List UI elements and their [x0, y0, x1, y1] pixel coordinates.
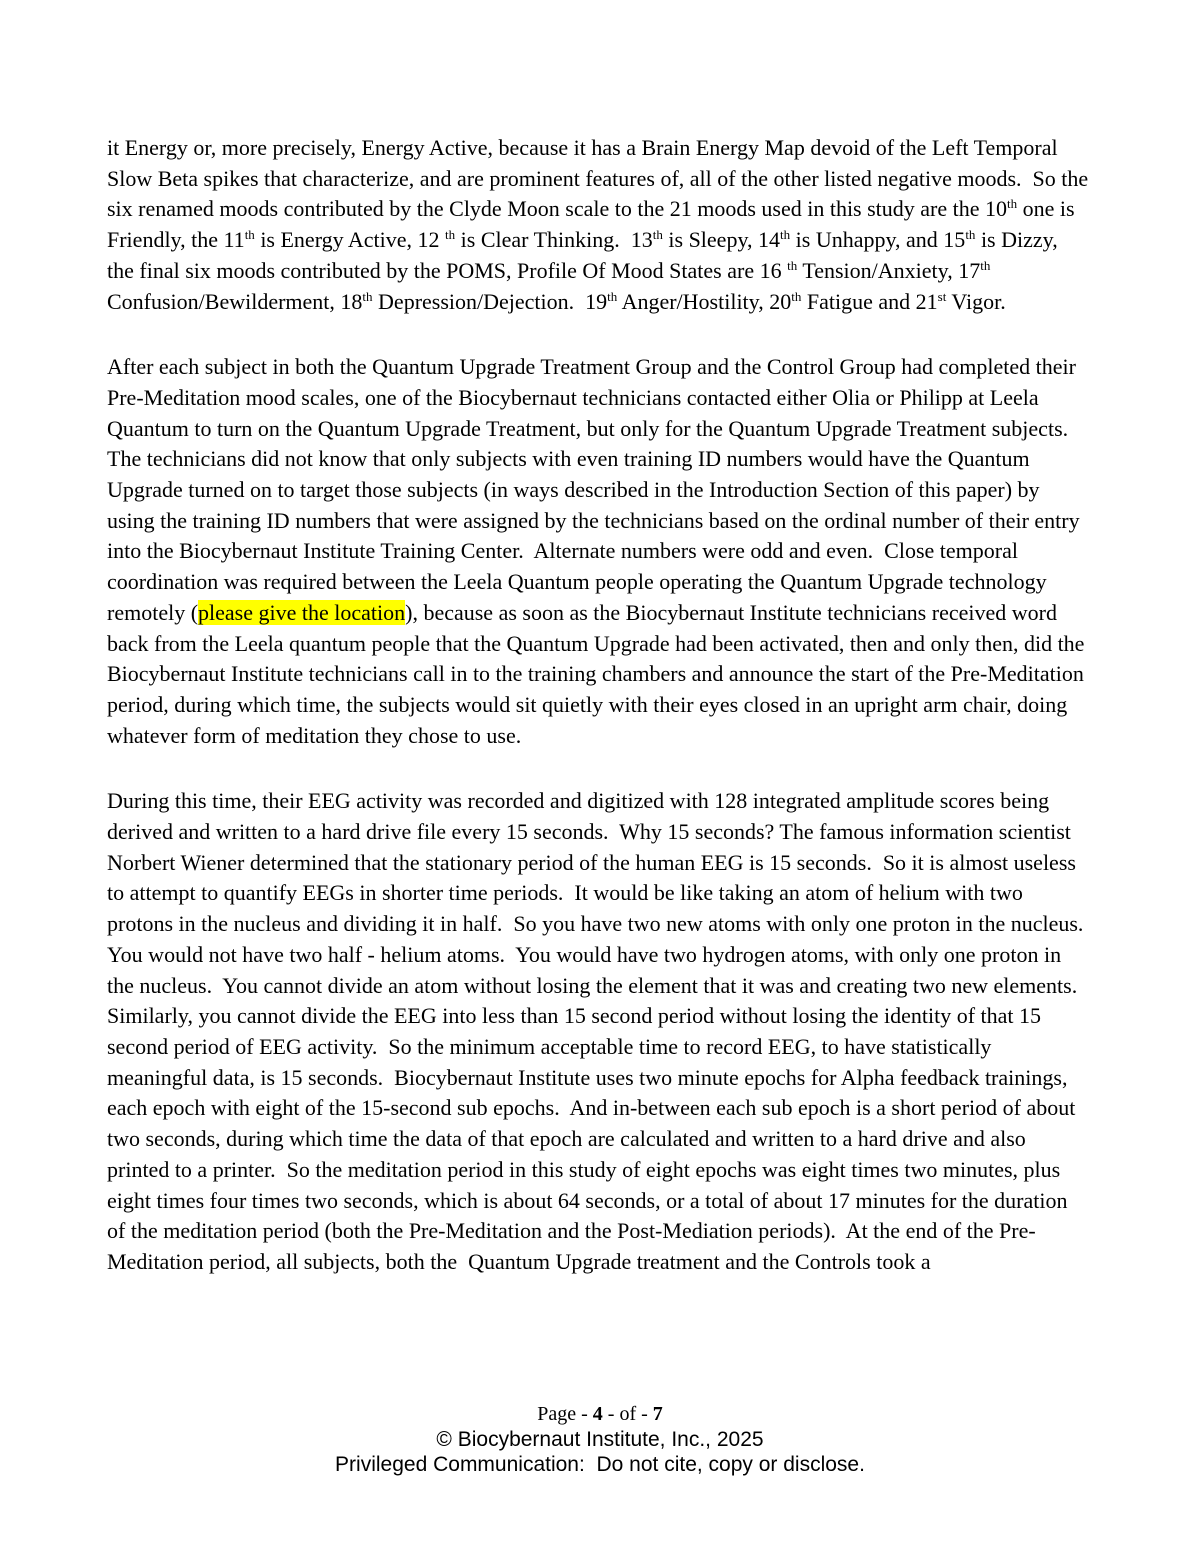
- page-number-total: 7: [652, 1403, 663, 1425]
- paragraph-1: it Energy or, more precisely, Energy Active, because it has a Brain Energy Map devoid of the Left Temporal Slow Beta spikes that characterize, and are prominent features of, all of the other listed negative moods. So the six renamed moods contributed by the Clyde Moon scale to the 21 moods used in this study are the 10th one is Friendly, the 11th is Energy Active, 12 $^{th}$ is Clear Thinking. 13th is Sleepy, 14th is Unhappy, and 15th is Dizzy, the final six moods contributed by the POMS, Profile Of Mood States are 16 $^{th}$ Tension/Anxiety, 17th Confusion/Bewilderment, 18th Depression/Dejection. 19th Anger/Hostility, 20th Fatigue and 21st Vigor.: [107, 135, 1094, 314]
- footer-copyright: © Biocybernaut Institute, Inc., 2025: [436, 1428, 764, 1451]
- footer-privileged-notice: Privileged Communication: Do not cite, copy or disclose.: [335, 1453, 865, 1476]
- highlighted-text: please give the location: [198, 599, 406, 625]
- paragraph-3: During this time, their EEG activity was recorded and digitized with 128 integrated amplitude scores being derived and written to a hard drive file every 15 seconds. Why 15 seconds? The famous information scientist Norbert Wiener determined that the stationary period of the human EEG is 15 seconds. So it is almost useless to attempt to quantify EEGs in shorter time periods. It would be like taking an atom of helium with two protons in the nucleus and dividing it in half. So you have two new atoms with only one proton in the nucleus. You would not have two half - helium atoms. You would have two hydrogen atoms, with only one proton in the nucleus. You cannot divide an atom without losing the element that it was and creating two new elements. Similarly, you cannot divide the EEG into less than 15 second period without losing the identity of that 15 second period of EEG activity. So the minimum acceptable time to record EEG, to have statistically meaningful data, is 15 seconds. Biocybernaut Institute uses two minute epochs for Alpha feedback trainings, each epoch with eight of the 15-second sub epochs. And in-between each sub epoch is a short period of about two seconds, during which time the data of that epoch are calculated and written to a hard drive and also printed to a printer. So the meditation period in this study of eight epochs was eight times two minutes, plus eight times four times two seconds, which is about 64 seconds, or a total of about 17 minutes for the duration of the meditation period (both the Pre-Meditation and the Post-Mediation periods). At the end of the Pre-Meditation period, all subjects, both the Quantum Upgrade treatment and the Controls took a: [107, 788, 1094, 1274]
- paragraph-2: After each subject in both the Quantum Upgrade Treatment Group and the Control Group had completed their Pre-Meditation mood scales, one of the Biocybernaut technicians contacted either Olia or Philipp at Leela Quantum to turn on the Quantum Upgrade Treatment, but only for the Quantum Upgrade Treatment subjects. The technicians did not know that only subjects with even training ID numbers would have the Quantum Upgrade turned on to target those subjects (in ways described in the Introduction Section of this paper) by using the training ID numbers that were assigned by the technicians based on the ordinal number of their entry into the Biocybernaut Institute Training Center. Alternate numbers were odd and even. Close temporal coordination was required between the Leela Quantum people operating the Quantum Upgrade technology remotely (please give the location), because as soon as the Biocybernaut Institute technicians received word back from the Leela quantum people that the Quantum Upgrade had been activated, then and only then, did the Biocybernaut Institute technicians call in to the training chambers and announce the start of the Pre-Meditation period, during which time, the subjects would sit quietly with their eyes closed in an upright arm chair, doing whatever form of meditation they chose to use.: [107, 354, 1090, 748]
- page-number-current: 4: [592, 1403, 603, 1425]
- document-body: [107, 133, 1094, 1278]
- footer-page-number: Page - 4 - of - 7: [537, 1403, 663, 1425]
- page-footer: [0, 1402, 1200, 1477]
